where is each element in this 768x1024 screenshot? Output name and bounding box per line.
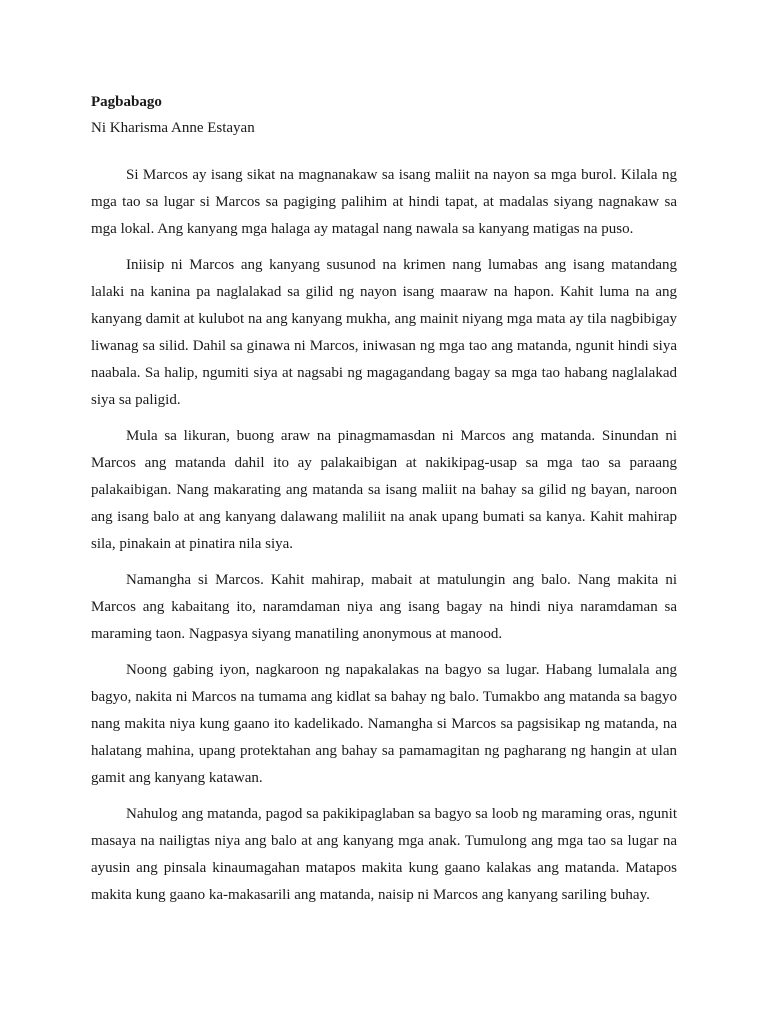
- paragraph: Mula sa likuran, buong araw na pinagmamasdan ni Marcos ang matanda. Sinundan ni Marcos ang matanda dahil ito ay palakaibigan at nakikipag-usap sa mga tao sa paraang palakaibigan. Nang makarating ang matanda sa isang maliit na bahay sa gilid ng bayan, naroon ang isang balo at ang kanyang dalawang maliliit na anak upang bumati sa kanya. Kahit mahirap sila, pinakain at pinatira nila siya.: [91, 428, 677, 552]
- paragraph: Si Marcos ay isang sikat na magnanakaw sa isang maliit na nayon sa mga burol. Kilala ng mga tao sa lugar si Marcos sa pagiging palihim at hindi tapat, at madalas siyang nagnakaw sa mga lokal. Ang kanyang mga halaga ay matagal nang nawala sa kanyang matigas na puso.: [91, 167, 677, 237]
- document-byline: Ni Kharisma Anne Estayan: [91, 120, 255, 136]
- document-title: Pagbabago: [91, 94, 162, 110]
- paragraph: Namangha si Marcos. Kahit mahirap, mabait at matulungin ang balo. Nang makita ni Marcos ang kabaitang ito, naramdaman niya ang isang bagay na hindi niya naramdaman sa maraming taon. Nagpasya siyang manatiling anonymous at manood.: [91, 572, 677, 642]
- document-page: [91, 93, 677, 918]
- paragraph: Nahulog ang matanda, pagod sa pakikipaglaban sa bagyo sa loob ng maraming oras, ngunit masaya na nailigtas niya ang balo at ang kanyang mga anak. Tumulong ang mga tao sa lugar na ayusin ang pinsala kinaumagahan matapos makita kung gaano kalakas ang matanda. Matapos makita kung gaano ka-makasarili ang matanda, naisip ni Marcos ang kanyang sariling buhay.: [91, 806, 677, 903]
- paragraph: Iniisip ni Marcos ang kanyang susunod na krimen nang lumabas ang isang matandang lalaki na kanina pa naglalakad sa gilid ng nayon isang maaraw na hapon. Kahit luma na ang kanyang damit at kulubot na ang kanyang mukha, ang mainit niyang mga mata ay tila nagbibigay liwanag sa silid. Dahil sa ginawa ni Marcos, iniwasan ng mga tao ang matanda, ngunit hindi siya naabala. Sa halip, ngumiti siya at nagsabi ng magagandang bagay sa mga tao habang naglalakad siya sa paligid.: [91, 257, 677, 408]
- document-body: [91, 162, 677, 909]
- paragraph: Noong gabing iyon, nagkaroon ng napakalakas na bagyo sa lugar. Habang lumalala ang bagyo, nakita ni Marcos na tumama ang kidlat sa bahay ng balo. Tumakbo ang matanda sa bagyo nang makita niya kung gaano ito kadelikado. Namangha si Marcos sa pagsisikap ng matanda, na halatang mahina, upang protektahan ang bahay sa pamamagitan ng pagharang ng hangin at ulan gamit ang kanyang katawan.: [91, 662, 677, 786]
